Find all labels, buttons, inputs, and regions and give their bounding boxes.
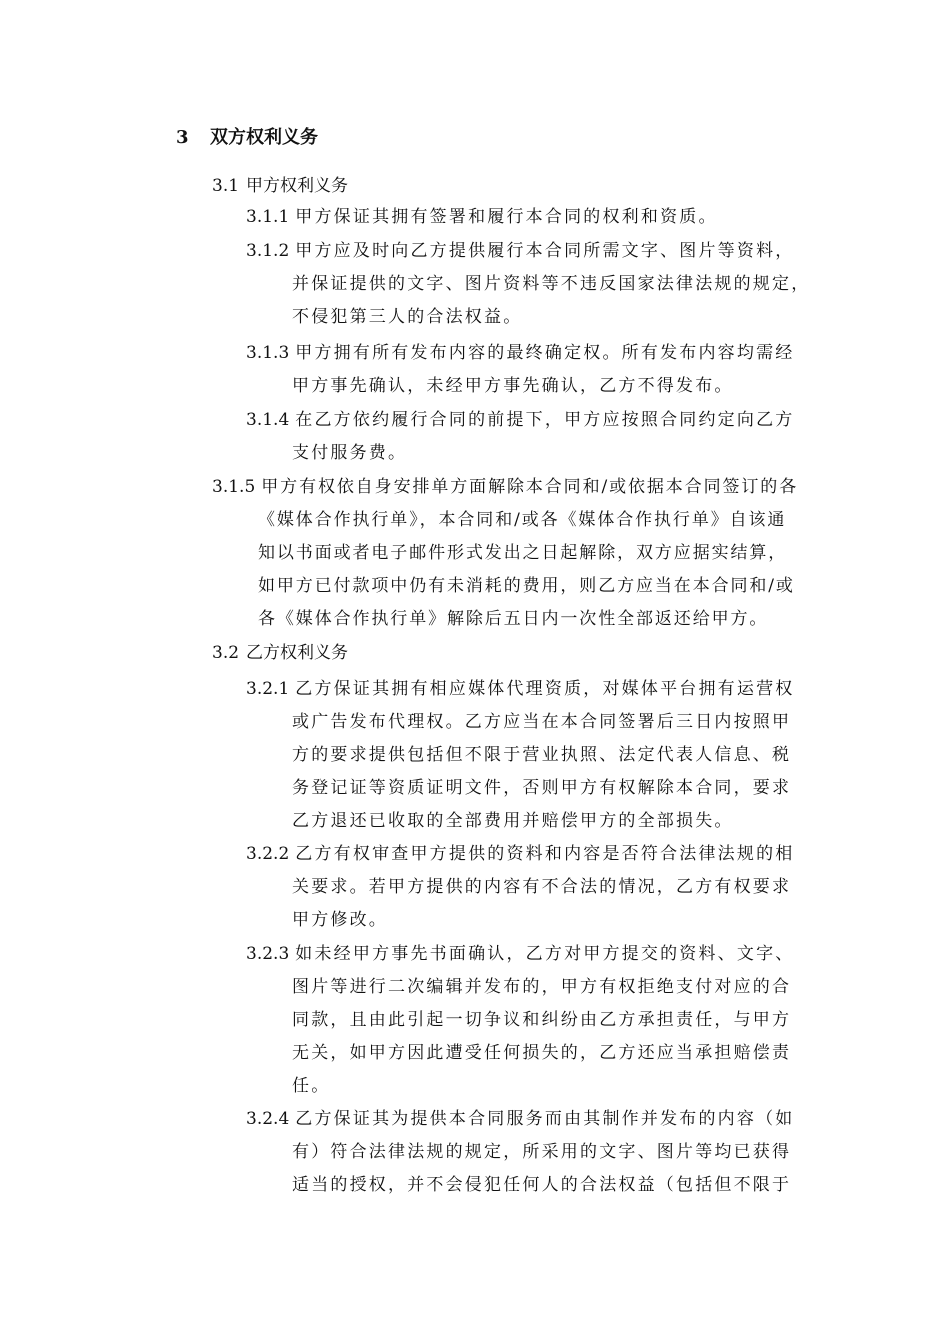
- clause-line: 如甲方已付款项中仍有未消耗的费用，则乙方应当在本合同和/或: [258, 576, 795, 596]
- clause-number: 3.1.5: [212, 477, 256, 497]
- clause-line: 务登记证等资质证明文件，否则甲方有权解除本合同，要求: [292, 778, 792, 798]
- clause-number: 3.2.4: [246, 1109, 290, 1129]
- clause-3-1-5: [212, 471, 798, 636]
- clause-line: 甲方有权依自身安排单方面解除本合同和/或依据本合同签订的各: [261, 477, 799, 497]
- subsection-heading: [212, 639, 348, 667]
- clause-line: 甲方应及时向乙方提供履行本合同所需文字、图片等资料，: [295, 241, 795, 261]
- clause-number: 3.2.3: [246, 944, 290, 964]
- clause-line: 同款，且由此引起一切争议和纠纷由乙方承担责任，与甲方: [292, 1010, 792, 1030]
- section-heading: [176, 124, 318, 152]
- clause-3-2-3: [246, 938, 794, 1103]
- clause-number: 3.2.2: [246, 844, 290, 864]
- clause-number: 3.1.2: [246, 241, 290, 261]
- clause-number: 3.1.3: [246, 343, 290, 363]
- clause-line: 不侵犯第三人的合法权益。: [292, 307, 523, 327]
- section-number: 3: [176, 127, 189, 148]
- clause-3-2-4: [246, 1103, 794, 1202]
- clause-line: 乙方保证其为提供本合同服务而由其制作并发布的内容（如: [295, 1109, 795, 1129]
- subsection-number: 3.1: [212, 176, 240, 196]
- clause-line: 乙方保证其拥有相应媒体代理资质，对媒体平台拥有运营权: [295, 679, 795, 699]
- clause-line: 甲方拥有所有发布内容的最终确定权。所有发布内容均需经: [295, 343, 795, 363]
- clause-3-1-1: [246, 201, 718, 234]
- clause-3-1-2: [246, 235, 810, 334]
- clause-line: 适当的授权，并不会侵犯任何人的合法权益（包括但不限于: [292, 1175, 792, 1195]
- clause-number: 3.1.4: [246, 410, 290, 430]
- clause-line: 任。: [292, 1076, 331, 1096]
- clause-line: 无关，如甲方因此遭受任何损失的，乙方还应当承担赔偿责: [292, 1043, 792, 1063]
- clause-line: 甲方事先确认，未经甲方事先确认，乙方不得发布。: [292, 376, 734, 396]
- clause-line: 乙方退还已收取的全部费用并赔偿甲方的全部损失。: [292, 811, 734, 831]
- clause-3-1-3: [246, 337, 794, 403]
- clause-line: 有）符合法律法规的规定，所采用的文字、图片等均已获得: [292, 1142, 792, 1162]
- clause-line: 各《媒体合作执行单》解除后五日内一次性全部返还给甲方。: [258, 609, 769, 629]
- subsection-heading: [212, 172, 348, 200]
- clause-line: 知以书面或者电子邮件形式发出之日起解除，双方应据实结算，: [258, 543, 788, 563]
- clause-line: 甲方修改。: [292, 910, 388, 930]
- clause-line: 支付服务费。: [292, 443, 408, 463]
- clause-line: 甲方保证其拥有签署和履行本合同的权利和资质。: [295, 207, 718, 227]
- clause-3-2-1: [246, 673, 794, 838]
- clause-line: 并保证提供的文字、图片资料等不违反国家法律法规的规定，: [292, 274, 811, 294]
- subsection-number: 3.2: [212, 643, 240, 663]
- clause-line: 图片等进行二次编辑并发布的，甲方有权拒绝支付对应的合: [292, 977, 792, 997]
- clause-line: 方的要求提供包括但不限于营业执照、法定代表人信息、税: [292, 745, 792, 765]
- clause-line: 关要求。若甲方提供的内容有不合法的情况，乙方有权要求: [292, 877, 792, 897]
- clause-line: 乙方有权审查甲方提供的资料和内容是否符合法律法规的相: [295, 844, 795, 864]
- clause-3-1-4: [246, 404, 794, 470]
- clause-line: 《媒体合作执行单》，本合同和/或各《媒体合作执行单》自该通: [258, 510, 787, 530]
- section-title: 双方权利义务: [210, 127, 318, 148]
- clause-number: 3.2.1: [246, 679, 290, 699]
- clause-3-2-2: [246, 838, 794, 937]
- clause-line: 如未经甲方事先书面确认，乙方对甲方提交的资料、文字、: [295, 944, 795, 964]
- clause-number: 3.1.1: [246, 207, 290, 227]
- subsection-title: 乙方权利义务: [246, 643, 348, 663]
- clause-line: 或广告发布代理权。乙方应当在本合同签署后三日内按照甲: [292, 712, 792, 732]
- clause-line: 在乙方依约履行合同的前提下，甲方应按照合同约定向乙方: [295, 410, 795, 430]
- subsection-title: 甲方权利义务: [246, 176, 348, 196]
